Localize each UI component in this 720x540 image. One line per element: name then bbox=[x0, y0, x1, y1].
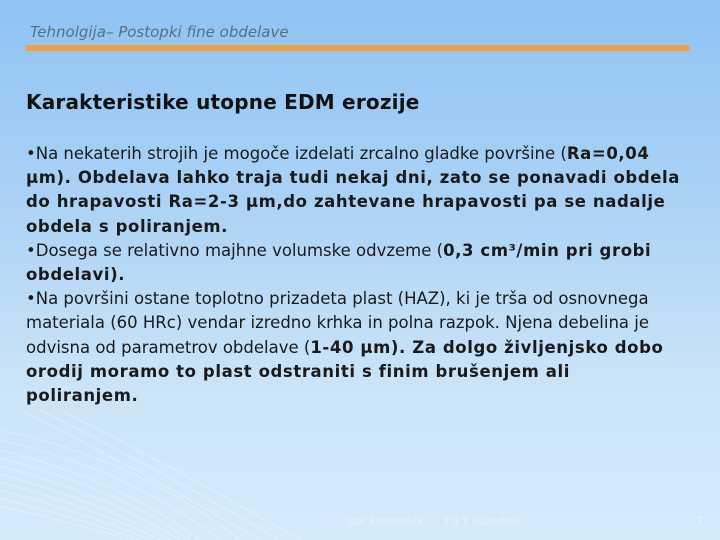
bullet-1-bold-text: Ra=0,04 µm). Obdelava lahko traja tudi nekaj dni, zato se ponavadi obdela do hrapavosti Ra=2-3 µm,do zahtevane hrapavosti pa se nadalje obdela s poliranjem. bbox=[26, 144, 681, 236]
bullet-3 bbox=[26, 287, 682, 408]
bullet-2 bbox=[26, 239, 682, 287]
footer-author: Igor Klemenšek bbox=[346, 516, 424, 527]
bullet-1 bbox=[26, 142, 682, 239]
header-title: Tehnolgija– Postopki fine obdelave bbox=[30, 23, 289, 41]
slide-title: Karakteristike utopne EDM erozije bbox=[26, 90, 420, 114]
decorative-swirl bbox=[0, 410, 400, 540]
bullet-2-text: •Dosega se relativno majhne volumske odvzeme ( bbox=[26, 240, 444, 260]
slide-body bbox=[26, 142, 682, 408]
footer-topic: 2.9.3 Superfinit bbox=[443, 516, 521, 527]
bullet-3-bold-text: 1-40 µm). Za dolgo življenjsko dobo orodij moramo to plast odstraniti s finim brušenjem ali poliranjem. bbox=[26, 337, 664, 406]
header-accent-bar bbox=[26, 45, 690, 51]
bullet-1-text: •Na nekaterih strojih je mogoče izdelati zrcalno gladke površine ( bbox=[26, 144, 567, 163]
page-number: 7 bbox=[697, 516, 704, 527]
bullet-3-text: •Na površini ostane toplotno prizadeta plast (HAZ), ki je trša od osnovnega materiala (60 HRc) vendar izredno krhka in polna razpok. Njena debelina je odvisna od parametrov obdelave ( bbox=[26, 289, 650, 357]
bullet-2-bold-text: 0,3 cm³/min pri grobi obdelavi). bbox=[26, 240, 652, 285]
slide-header bbox=[0, 0, 720, 46]
